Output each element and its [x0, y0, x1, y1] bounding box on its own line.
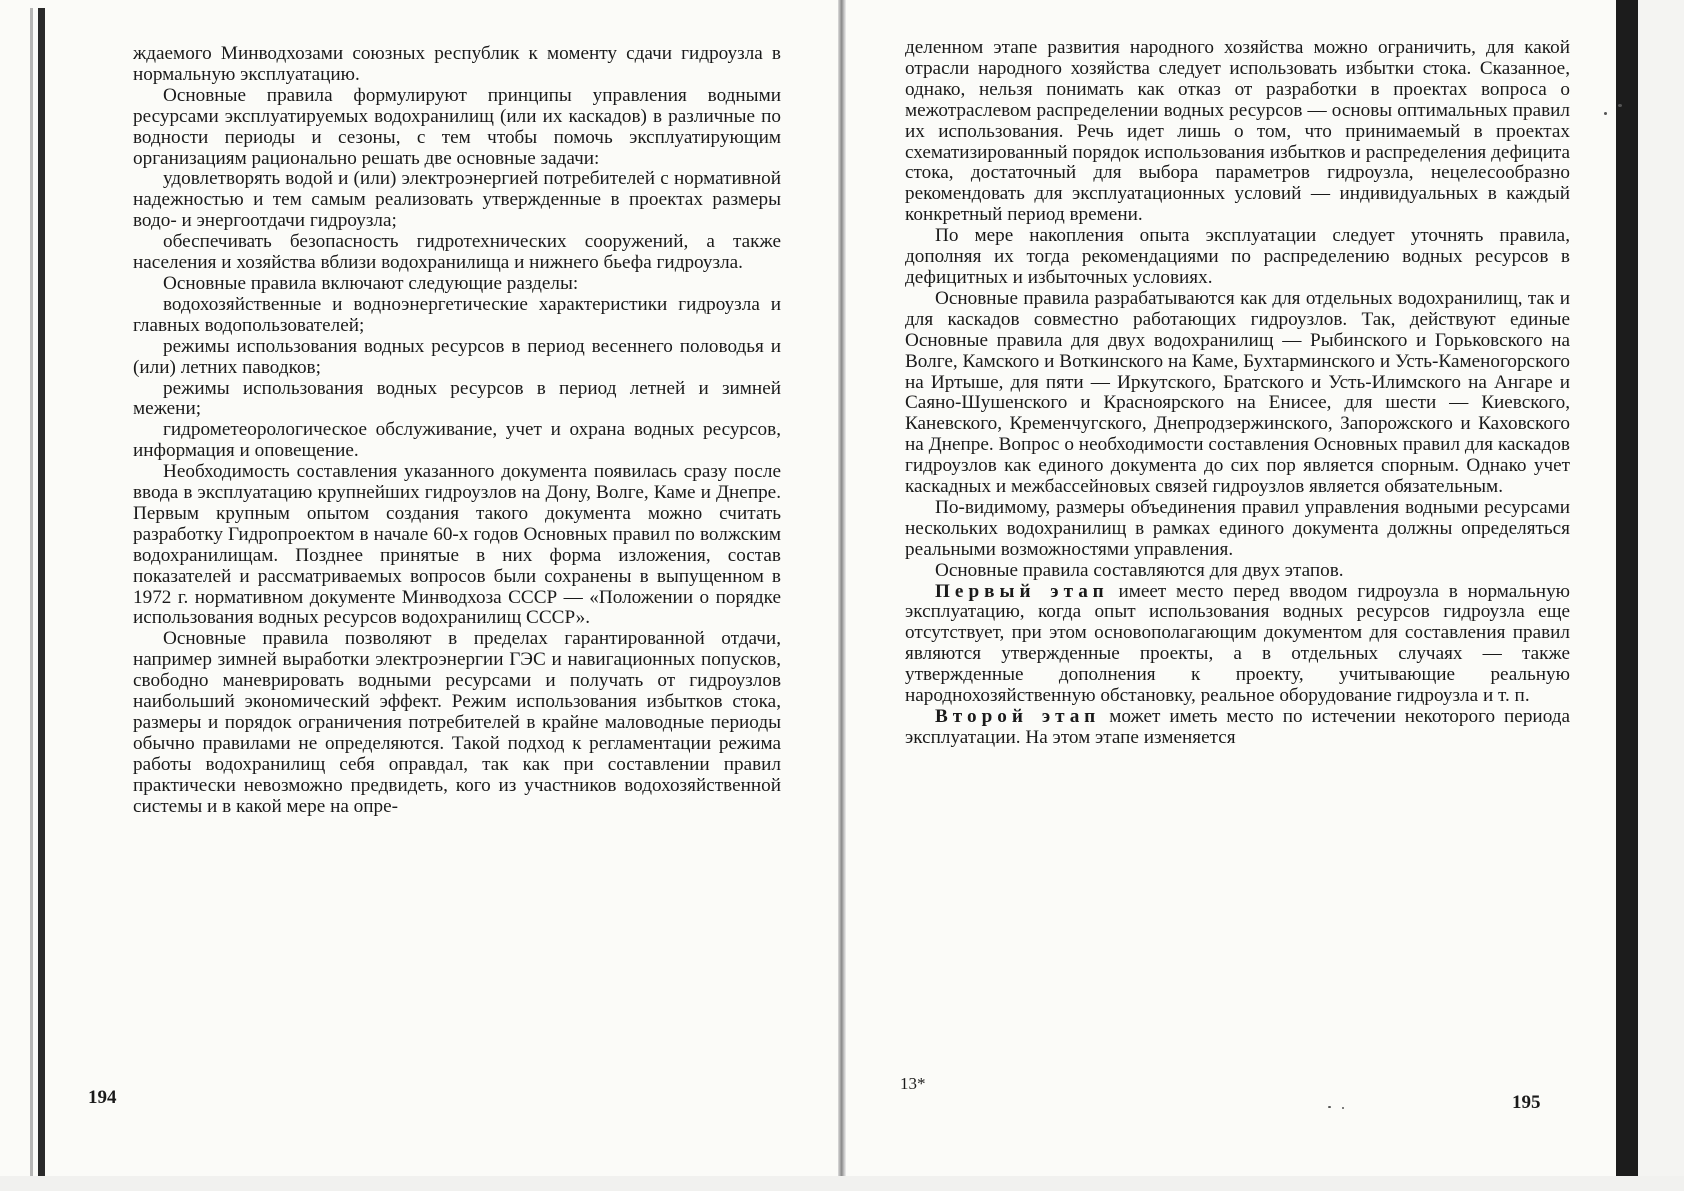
paragraph: деленном этапе развития народного хозяйства можно ограничить, для какой отрасли народного хозяйства следует использовать избытки стока. Сказанное, однако, нельзя понимать как отказ от разработки в проектах вопроса о межотраслевом распределении водных ресурсов — основы оптимальных правил их использования. Речь идет лишь о том, что принимаемый в проектах схематизированный порядок использования избытков и распределения дефицита стока, достаточный для выбора параметров гидроузла, нецелесообразно рекомендовать для эксплуатационных условий — индивидуальных в каждый конкретный период времени.	[905, 37, 1570, 226]
list-item: режимы использования водных ресурсов в период летней и зимней межени;	[133, 377, 781, 420]
right-page	[905, 38, 1570, 749]
paragraph: Необходимость составления указанного документа появилась сразу после ввода в эксплуатацию крупнейших гидроузлов на Дону, Волге, Каме и Днепре. Первым крупным опытом создания такого документа можно считать разработку Гидропроектом в начале 60-х годов Основных правил по волжским водохранилищам. Позднее принятые в них форма изложения, состав показателей и рассматриваемых вопросов были сохранены в выпущенном в 1972 г. нормативном документе Минводхоза СССР — «Положении о порядке использования водных ресурсов водохранилищ СССР».	[133, 461, 781, 629]
scan-speck	[1618, 104, 1622, 107]
signature-mark: 13*	[900, 1074, 926, 1093]
page-number: 194	[88, 1087, 117, 1108]
page-number: 195	[1512, 1092, 1541, 1113]
scan-speck	[1342, 1107, 1344, 1109]
book-gutter	[838, 0, 846, 1191]
paragraph: По мере накопления опыта эксплуатации следует уточнять правила, дополняя их тогда рекомендациями по распределению водных ресурсов в дефицитных и избыточных условиях.	[905, 225, 1570, 288]
list-item: удовлетворять водой и (или) электроэнергией потребителей с нормативной надежностью и тем самым реализовать утвержденные в проектах размеры водо- и энергоотдачи гидроузла;	[133, 168, 781, 232]
scan-margin	[1638, 0, 1684, 1191]
stage-1-label: Первый этап	[935, 580, 1109, 602]
paragraph-stage-2	[905, 707, 1570, 749]
stage-2-label: Второй этап	[935, 706, 1101, 727]
scan-bottom-margin	[0, 1176, 1684, 1191]
list-item: водохозяйственные и водноэнергетические характеристики гидроузла и главных водопользователей;	[133, 293, 781, 336]
paragraph: Основные правила включают следующие разделы:	[163, 272, 579, 294]
scan-edge-shadow	[30, 8, 33, 1188]
paragraph: Основные правила формулируют принципы управления водными ресурсами эксплуатируемых водохранилищ (или их каскадов) в различные по водности периоды и сезоны, с тем чтобы помочь эксплуатирующим организациям рационально решать две основные задачи:	[133, 84, 781, 169]
list-item: гидрометеорологическое обслуживание, учет и охрана водных ресурсов, информация и оповещение.	[133, 419, 781, 462]
scan-left-edge	[38, 8, 45, 1188]
left-page	[133, 44, 781, 818]
scan-right-edge	[1616, 0, 1638, 1191]
paragraph: По-видимому, размеры объединения правил управления водными ресурсами нескольких водохранилищ в рамках единого документа должны определяться реальными возможностями управления.	[905, 496, 1570, 560]
list-item: обеспечивать безопасность гидротехнических сооружений, а также населения и хозяйства вблизи водохранилища и нижнего бьефа гидроузла.	[133, 231, 781, 274]
stage-1-text: имеет место перед вводом гидроузла в нормальную эксплуатацию, когда опыт использования водных ресурсов гидроузла еще отсутствует, при этом основополагающим документом для составления правил являются утвержденные проекты, а в отдельных случаях — также утвержденные дополнения к проекту, учитывающие реальную народнохозяйственную обстановку, реальное оборудование гидроузла и т. п.	[905, 580, 1571, 707]
paragraph: Основные правила позволяют в пределах гарантированной отдачи, например зимней выработки электроэнергии ГЭС и навигационных попусков, свободно маневрировать водными ресурсами и получать от гидроузлов наибольший экономический эффект. Режим использования избытков стока, размеры и порядок ограничения потребителей в крайне маловодные периоды обычно правилами не определяются. Такой подход к регламентации режима работы водохранилищ себя оправдал, так как при составлении правил практически невозможно предвидеть, кого из участников водохозяйственной системы и в какой мере на опре-	[133, 628, 781, 817]
paragraph: ждаемого Минводхозами союзных республик к моменту сдачи гидроузла в нормальную эксплуатацию.	[133, 43, 781, 85]
paragraph: Основные правила составляются для двух этапов.	[935, 559, 1344, 581]
paragraph-stage-1	[905, 582, 1570, 707]
list-item: режимы использования водных ресурсов в период весеннего половодья и (или) летних паводков;	[133, 335, 781, 378]
paragraph: Основные правила разрабатываются как для отдельных водохранилищ, так и для каскадов совместно работающих гидроузлов. Так, действуют единые Основные правила для двух водохранилищ — Рыбинского и Горьковского на Волге, Камского и Воткинского на Каме, Бухтарминского и Усть-Каменогорского на Иртыше, для пяти — Иркутского, Братского и Усть-Илимского на Ангаре и Саяно-Шушенского и Красноярского на Енисее, для шести — Киевского, Каневского, Кременчугского, Днепродзержинского, Запорожского и Каховского на Днепре. Вопрос о необходимости составления Основных правил для каскадов гидроузлов как единого документа до сих пор является спорным. Однако учет каскадных и межбассейновых связей гидроузлов является обязательным.	[905, 287, 1570, 498]
stage-2-text: может иметь место по истечении некоторого периода эксплуатации. На этом этапе изменяется	[905, 706, 1571, 748]
scan-speck	[1604, 112, 1607, 115]
scan-speck	[1328, 1106, 1331, 1108]
